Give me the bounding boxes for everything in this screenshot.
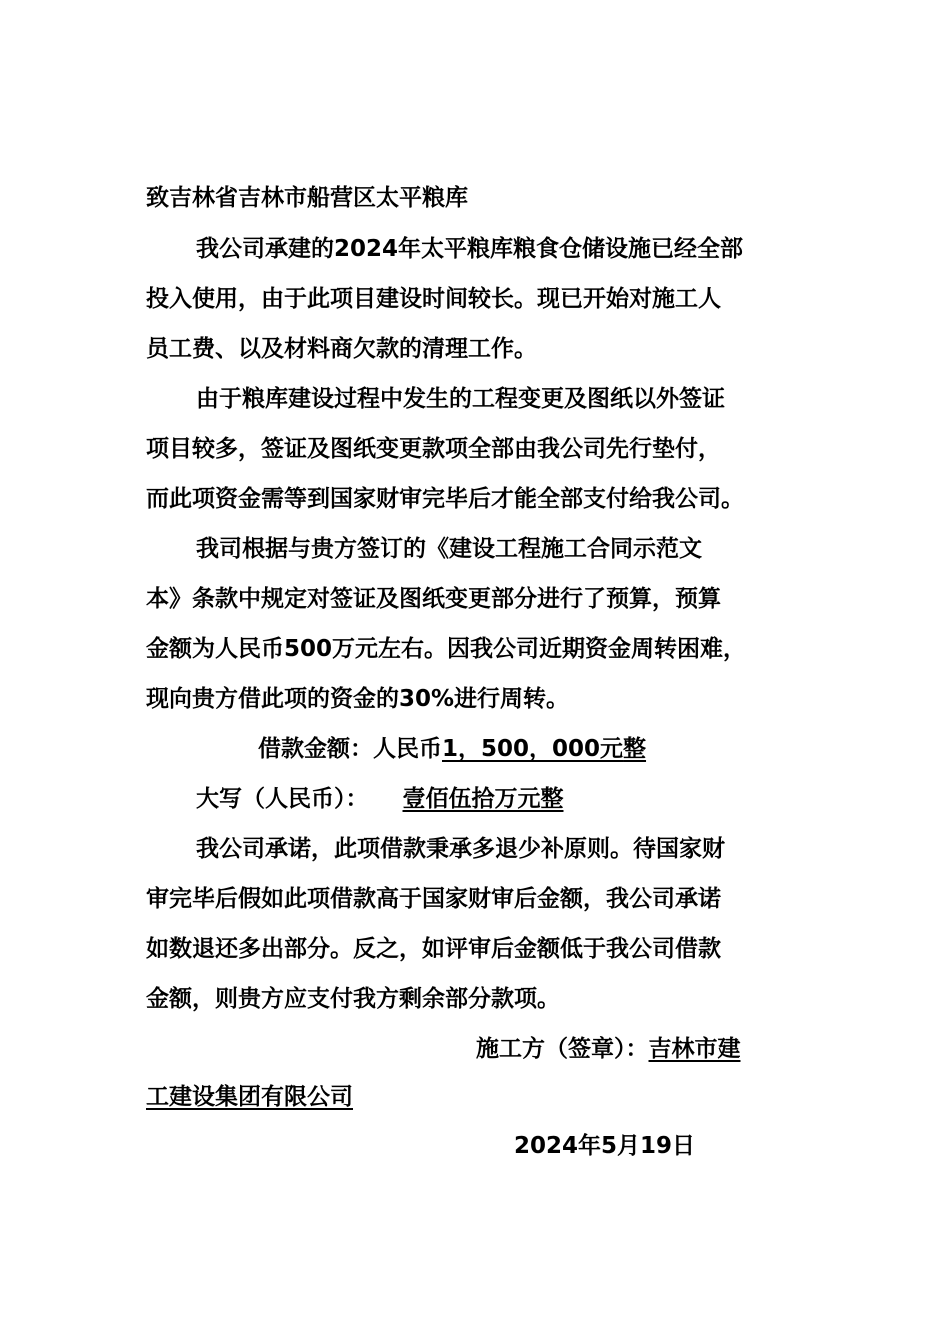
signature-label: 施工方（签章）： bbox=[476, 1036, 649, 1062]
signature-company-line bbox=[146, 1082, 353, 1112]
amount-in-words-label: 大写（人民币）： bbox=[196, 786, 369, 812]
letter-date: 2024年5月19日 bbox=[514, 1133, 696, 1159]
salutation: 致吉林省吉林市船营区太平粮库 bbox=[146, 185, 468, 211]
signature-line bbox=[476, 1034, 741, 1064]
loan-amount-value: 1，500，000元 bbox=[442, 736, 624, 762]
paragraph-3-line-4: 现向贵方借此项的资金的30%进行周转。 bbox=[146, 686, 570, 712]
paragraph-4-line-4: 金额，则贵方应支付我方剩余部分款项。 bbox=[146, 986, 560, 1012]
paragraph-4-line-2: 审完毕后假如此项借款高于国家财审后金额，我公司承诺 bbox=[146, 886, 721, 912]
paragraph-2-line-1: 由于粮库建设过程中发生的工程变更及图纸以外签证 bbox=[196, 386, 725, 412]
loan-amount-line bbox=[258, 734, 646, 764]
signature-company-part-2: 工建设集团有限公司 bbox=[146, 1084, 353, 1110]
paragraph-4-line-1: 我公司承诺，此项借款秉承多退少补原则。待国家财 bbox=[196, 836, 725, 862]
paragraph-4-line-3: 如数退还多出部分。反之，如评审后金额低于我公司借款 bbox=[146, 936, 721, 962]
paragraph-3-line-3: 金额为人民币500万元左右。因我公司近期资金周转困难， bbox=[146, 636, 747, 662]
paragraph-1-line-1: 我公司承建的2024年太平粮库粮食仓储设施已经全部 bbox=[196, 236, 744, 262]
amount-in-words-line bbox=[196, 784, 564, 814]
paragraph-1-line-3: 员工费、以及材料商欠款的清理工作。 bbox=[146, 336, 537, 362]
loan-amount-suffix: 整 bbox=[623, 736, 647, 762]
paragraph-2-line-3: 而此项资金需等到国家财审完毕后才能全部支付给我公司。 bbox=[146, 486, 744, 512]
amount-in-words-value: 壹佰伍拾万元整 bbox=[402, 786, 564, 812]
loan-amount-label: 借款金额：人民币 bbox=[258, 736, 442, 762]
paragraph-3-line-1: 我司根据与贵方签订的《建设工程施工合同示范文 bbox=[196, 536, 702, 562]
paragraph-3-line-2: 本》条款中规定对签证及图纸变更部分进行了预算，预算 bbox=[146, 586, 721, 612]
signature-company-part-1: 吉林市建 bbox=[648, 1036, 741, 1062]
paragraph-1-line-2: 投入使用，由于此项目建设时间较长。现已开始对施工人 bbox=[146, 286, 721, 312]
paragraph-2-line-2: 项目较多，签证及图纸变更款项全部由我公司先行垫付， bbox=[146, 436, 721, 462]
